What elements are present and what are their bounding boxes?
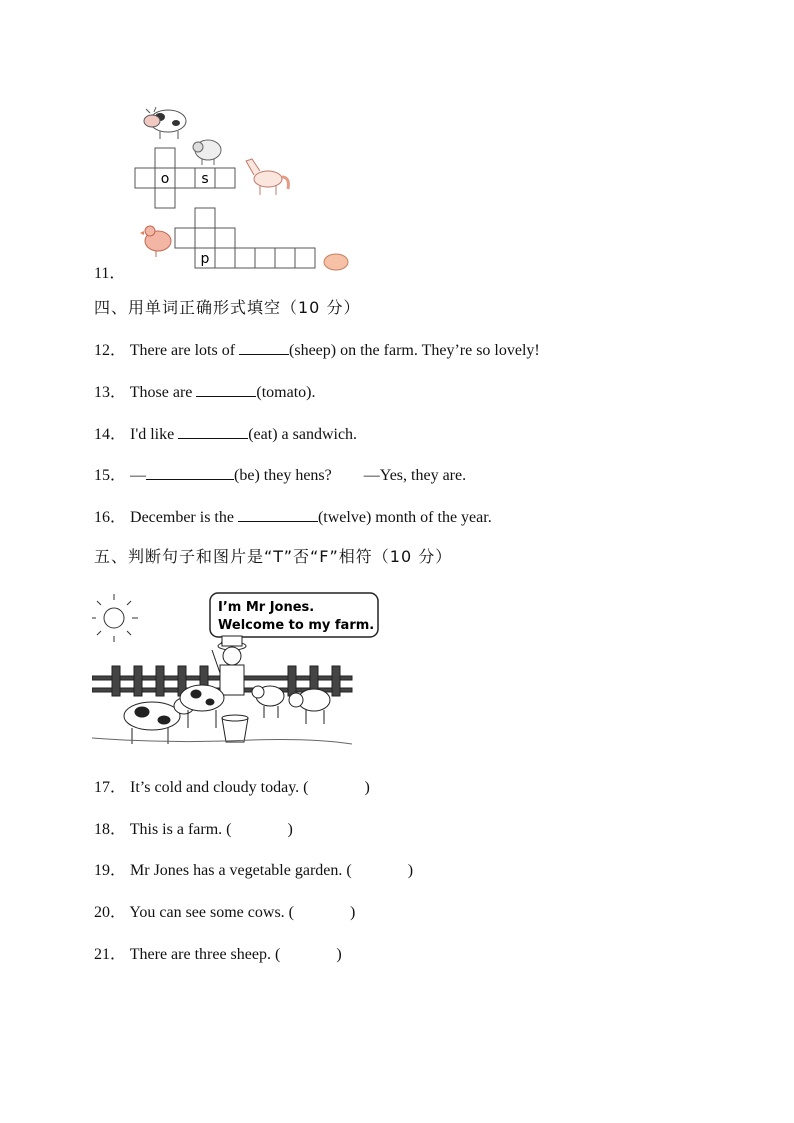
question-19 [94, 857, 413, 880]
q13-before: Those are [129, 384, 197, 401]
sheep-icon [193, 140, 221, 165]
q19-close: ) [407, 862, 414, 879]
hen-icon [140, 226, 171, 257]
q14-number: 14． [94, 426, 127, 443]
section5-title: 五、判断句子和图片是“T”否“F”相符（10 分） [94, 547, 453, 566]
question-20 [94, 899, 355, 922]
q18-text: This is a farm. ( [129, 821, 232, 838]
q14-before: I'd like [130, 426, 179, 443]
q20-close: ) [350, 904, 356, 921]
question-12 [94, 337, 540, 360]
q15-blank[interactable] [146, 465, 234, 480]
q13-number: 13． [94, 384, 127, 401]
q16-blank[interactable] [238, 507, 318, 522]
horse-icon [246, 159, 288, 195]
q15-number: 15． [94, 467, 127, 484]
speech-line-1: I’m Mr Jones. [218, 600, 315, 615]
q16-after: (twelve) month of the year. [317, 509, 492, 526]
q14-blank[interactable] [178, 424, 248, 439]
question-13 [94, 379, 315, 402]
q17-number: 17． [94, 779, 127, 796]
q15-before: — [130, 467, 147, 484]
farmer-mr-jones [212, 636, 246, 695]
section4-title: 四、用单词正确形式填空（10 分） [94, 298, 361, 317]
cow-icon [144, 107, 186, 139]
sun-icon [92, 594, 138, 642]
speech-line-2: Welcome to my farm. [218, 618, 375, 633]
question-14 [94, 421, 357, 444]
q18-close: ) [287, 821, 293, 838]
q14-after: (eat) a sandwich. [248, 426, 358, 443]
question-17 [94, 774, 370, 797]
q21-number: 21． [94, 946, 127, 963]
q11-number: 11． [94, 265, 126, 282]
letter-o: o [160, 171, 170, 187]
ground-line [92, 738, 352, 744]
sheep-icon [252, 686, 284, 718]
q15-after: (be) they hens? —Yes, they are. [234, 467, 467, 484]
q21-text: There are three sheep. ( [129, 946, 281, 963]
q20-number: 20． [94, 904, 127, 921]
potato-icon [324, 254, 348, 270]
letter-s: s [201, 171, 209, 187]
q12-before: There are lots of [129, 342, 240, 359]
question-16 [94, 504, 492, 527]
crossword-figure [130, 95, 350, 280]
cow-icon [180, 685, 224, 728]
q12-blank[interactable] [239, 340, 289, 355]
sheep-icon [289, 689, 330, 724]
letter-p: p [200, 251, 210, 267]
q17-text: It’s cold and cloudy today. ( [130, 779, 309, 796]
farm-picture [92, 588, 392, 753]
q16-number: 16． [94, 509, 127, 526]
q21-close: ) [336, 946, 342, 963]
q20-text: You can see some cows. ( [129, 904, 294, 921]
question-21 [94, 941, 342, 964]
q12-after: (sheep) on the farm. They’re so lovely! [289, 342, 540, 359]
question-15 [94, 462, 466, 485]
bucket-icon [222, 715, 248, 742]
q18-number: 18． [94, 821, 127, 838]
question-18 [94, 816, 293, 839]
q13-blank[interactable] [196, 382, 256, 397]
q17-close: ) [364, 779, 370, 796]
q12-number: 12． [94, 342, 127, 359]
q19-text: Mr Jones has a vegetable garden. ( [130, 862, 352, 879]
q16-before: December is the [130, 509, 238, 526]
q19-number: 19． [94, 862, 127, 879]
q13-after: (tomato). [256, 384, 316, 401]
